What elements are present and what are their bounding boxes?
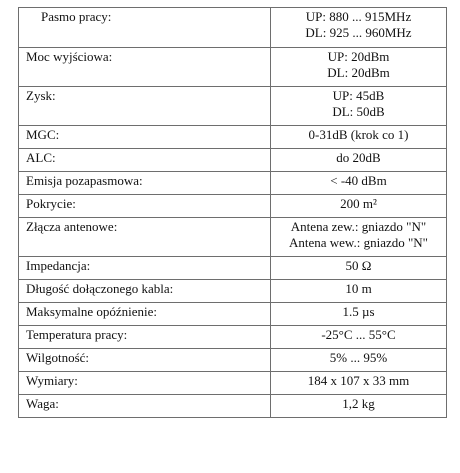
table-row: [19, 326, 447, 349]
spec-label: Długość dołączonego kabla:: [19, 280, 271, 303]
spec-value-line: DL: 50dB: [332, 104, 385, 119]
spec-label: Impedancja:: [19, 257, 271, 280]
spec-value: [271, 257, 447, 280]
spec-value-line: UP: 880 ... 915MHz: [305, 9, 412, 24]
table-row: [19, 48, 447, 87]
table-row: [19, 195, 447, 218]
spec-value: [271, 280, 447, 303]
table-row: [19, 8, 447, 48]
table-row: [19, 349, 447, 372]
table-row: [19, 172, 447, 195]
spec-label: Moc wyjściowa:: [19, 48, 271, 87]
spec-label: Złącza antenowe:: [19, 218, 271, 257]
table-row: [19, 303, 447, 326]
spec-label: Maksymalne opóźnienie:: [19, 303, 271, 326]
spec-value-line: 50 Ω: [345, 258, 372, 273]
spec-value-line: DL: 20dBm: [327, 65, 390, 80]
spec-value-line: 200 m²: [340, 196, 377, 211]
spec-value-line: Antena zew.: gniazdo "N": [290, 219, 427, 234]
spec-table: [18, 7, 447, 418]
spec-label: ALC:: [19, 149, 271, 172]
spec-value: [271, 195, 447, 218]
spec-value-line: -25°C ... 55°C: [321, 327, 396, 342]
spec-value: [271, 48, 447, 87]
table-row: [19, 372, 447, 395]
table-row: [19, 257, 447, 280]
table-row: [19, 218, 447, 257]
spec-value-line: 0-31dB (krok co 1): [308, 127, 409, 142]
spec-value-line: do 20dB: [336, 150, 381, 165]
spec-value-line: 10 m: [345, 281, 372, 296]
spec-label: Wymiary:: [19, 372, 271, 395]
spec-label: Zysk:: [19, 87, 271, 126]
spec-label: Pokrycie:: [19, 195, 271, 218]
table-row: [19, 395, 447, 418]
spec-value-line: < -40 dBm: [330, 173, 387, 188]
spec-label: Waga:: [19, 395, 271, 418]
spec-value: [271, 87, 447, 126]
spec-value: [271, 149, 447, 172]
spec-label: Emisja pozapasmowa:: [19, 172, 271, 195]
spec-value: [271, 303, 447, 326]
spec-value: [271, 8, 447, 48]
spec-value-line: 5% ... 95%: [329, 350, 388, 365]
spec-value: [271, 326, 447, 349]
table-row: [19, 87, 447, 126]
spec-value-line: UP: 45dB: [332, 88, 385, 103]
spec-value-line: 1.5 µs: [342, 304, 375, 319]
spec-value: [271, 395, 447, 418]
table-row: [19, 126, 447, 149]
spec-value-line: DL: 925 ... 960MHz: [305, 25, 412, 40]
spec-label: Pasmo pracy:: [19, 8, 271, 48]
spec-label: MGC:: [19, 126, 271, 149]
spec-value: [271, 349, 447, 372]
spec-value: [271, 126, 447, 149]
table-row: [19, 149, 447, 172]
spec-value-line: Antena wew.: gniazdo "N": [288, 235, 428, 250]
spec-value: [271, 372, 447, 395]
spec-value: [271, 172, 447, 195]
spec-label: Temperatura pracy:: [19, 326, 271, 349]
spec-value-line: 1,2 kg: [342, 396, 375, 411]
spec-value-line: UP: 20dBm: [327, 49, 390, 64]
spec-value-line: 184 x 107 x 33 mm: [307, 373, 410, 388]
table-row: [19, 280, 447, 303]
spec-value: [271, 218, 447, 257]
spec-label: Wilgotność:: [19, 349, 271, 372]
